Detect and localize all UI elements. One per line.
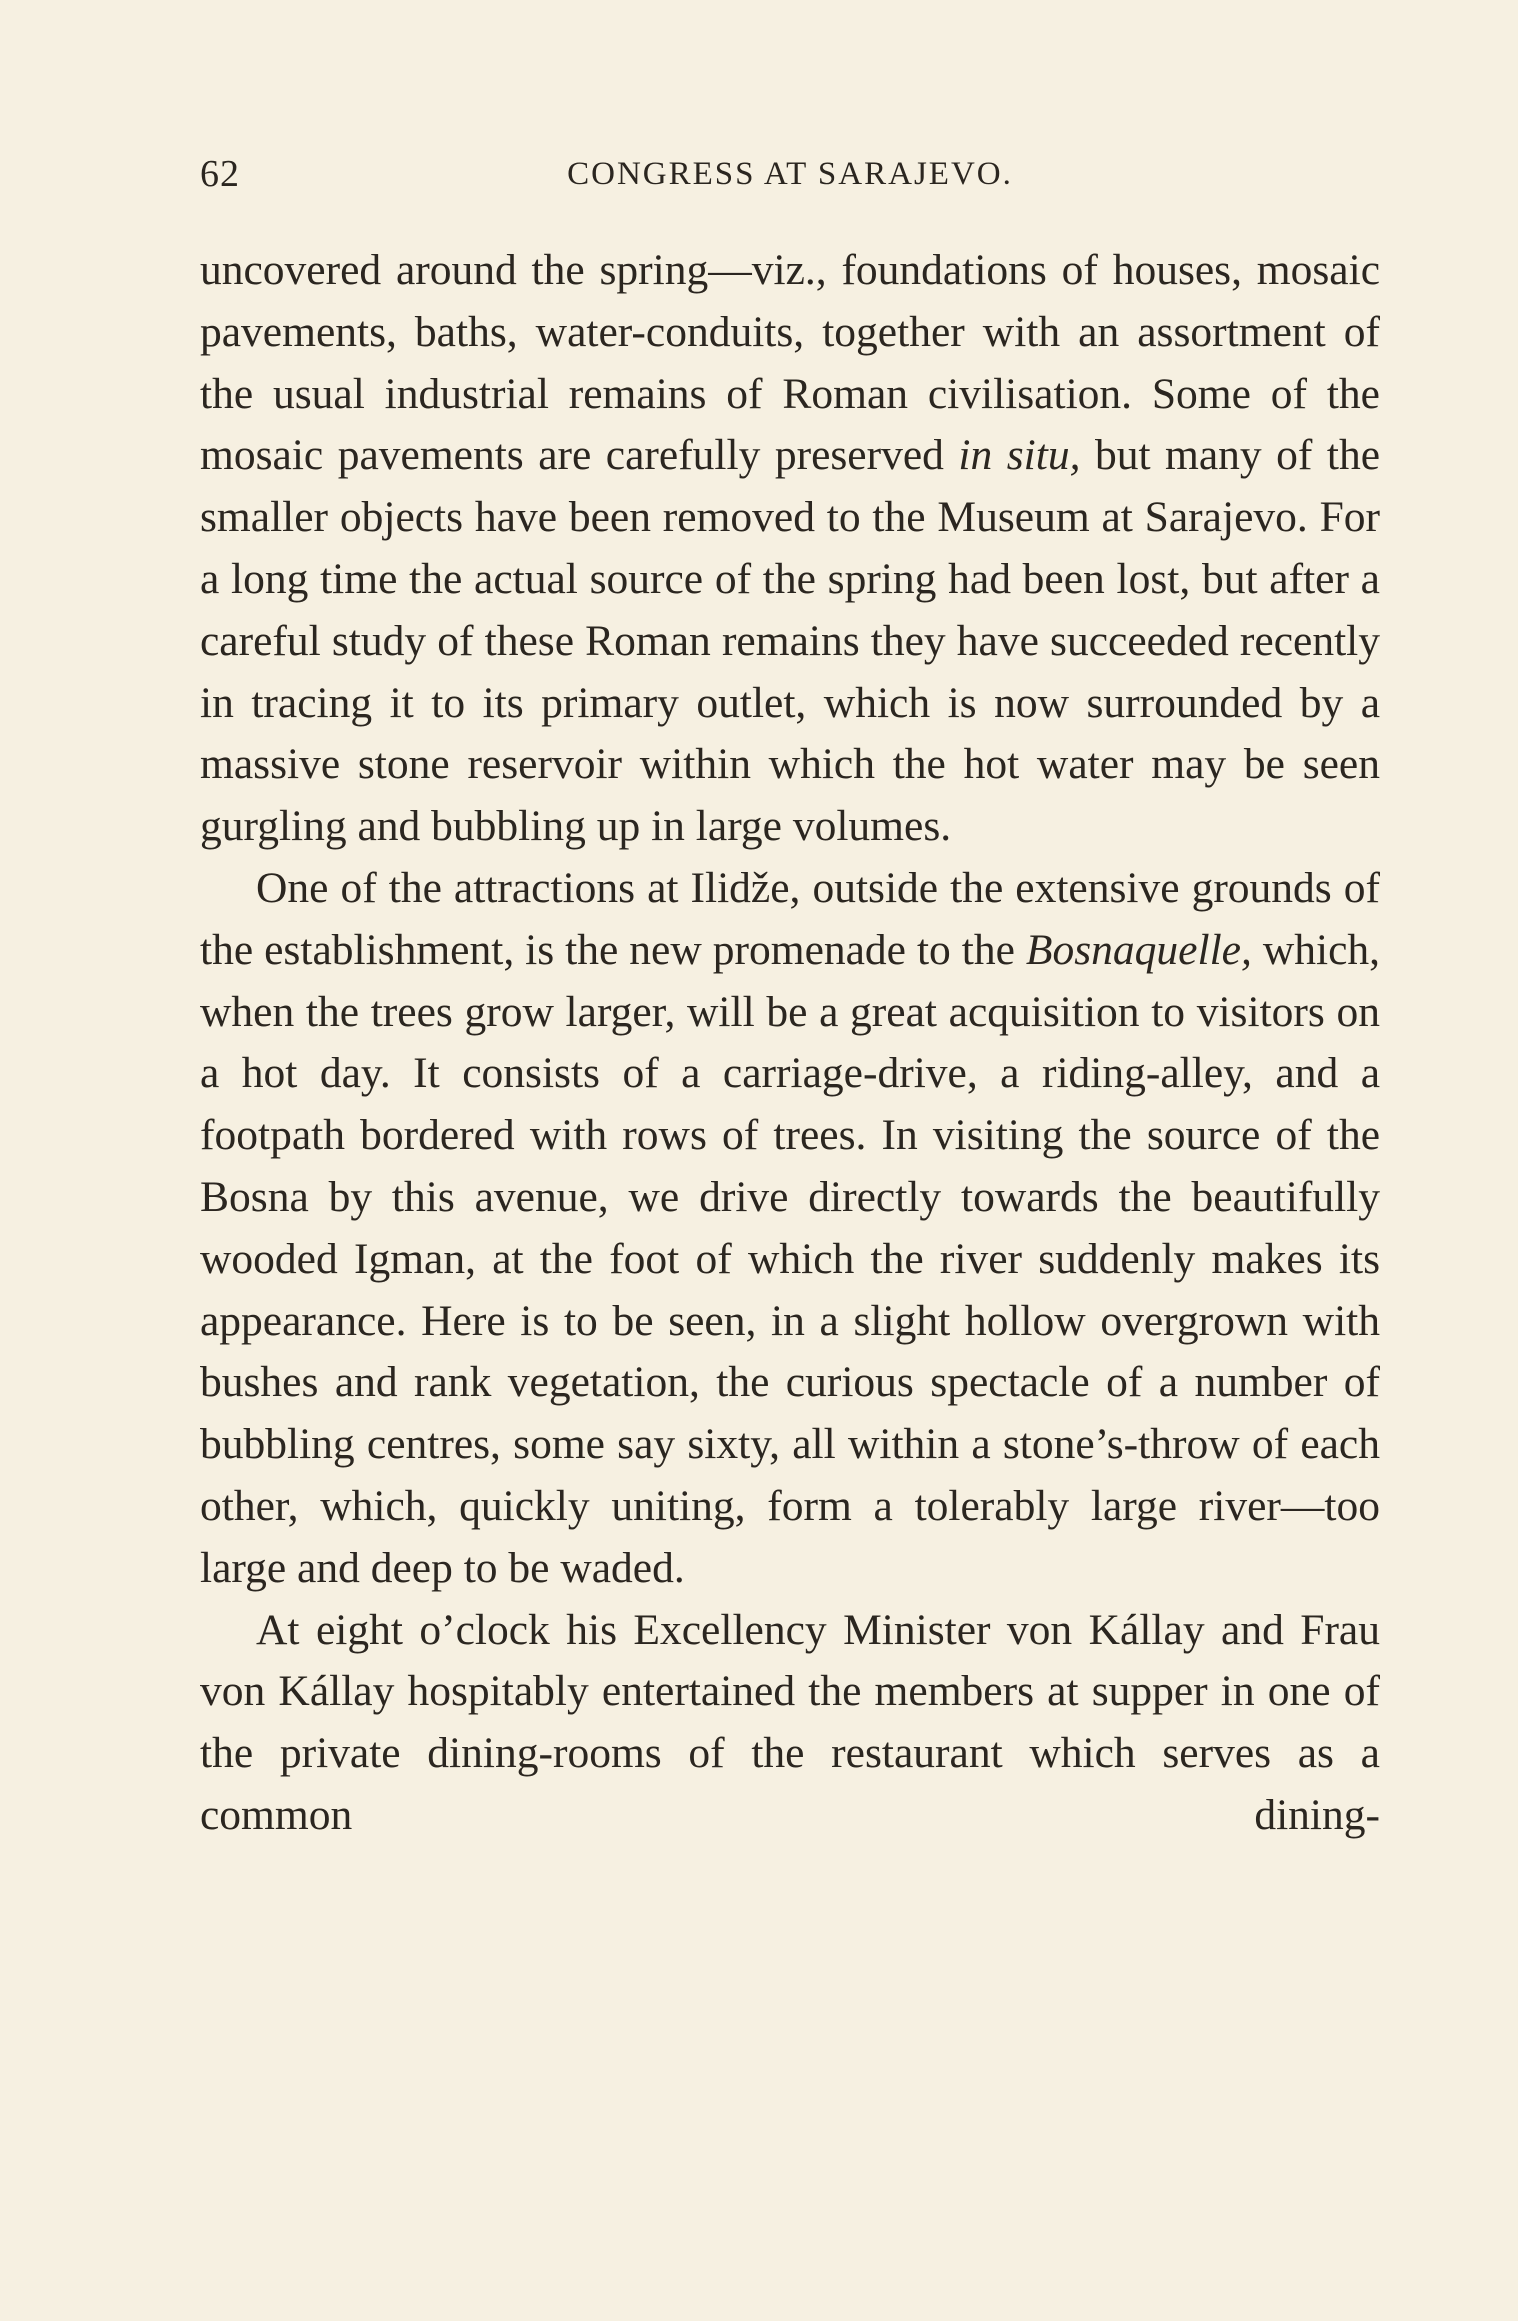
paragraph-1-part-1: uncovered around the spring—viz., foundations of houses, mosaic pavements, baths, water-conduits, together with an assortment of the usual industrial remains of Roman civilisation. Some of the mosaic pavements are carefully preserved: [200, 246, 1380, 480]
paragraph-2-italic-bosnaquelle: Bosnaquelle,: [1025, 925, 1252, 974]
paragraph-2-part-3: which, when the trees grow larger, will be a great acquisition to visitors on a hot day. It consists of a carriage-drive, a riding-alley, and a footpath bordered with rows of trees. In visiting the source of the Bosna by this avenue, we drive directly towards the beautifully wooded Igman, at the foot of which the river suddenly makes its appearance. Here is to be seen, in a slight hollow overgrown with bushes and rank vegetation, the curious spectacle of a number of bubbling centres, some say sixty, all within a stone’s-throw of each other, which, quickly uniting, form a tolerably large river—too large and deep to be waded.: [200, 925, 1381, 1592]
paragraph-1-italic-in-situ: in situ,: [958, 431, 1081, 480]
paragraph-2-part-1: One of the attractions at Ilidže, outside the extensive grounds of the establishment, is the new promenade to the: [200, 863, 1380, 974]
page-header: [200, 152, 1380, 212]
paragraph-2: [200, 858, 1380, 1600]
page-number: 62: [200, 153, 240, 195]
paragraph-1-part-3: but many of the smaller objects have been removed to the Museum at Sarajevo. For a long time the actual source of the spring had been lost, but after a careful study of these Roman remains they have succeeded recently in tracing it to its primary outlet, which is now surrounded by a massive stone reservoir within which the hot water may be seen gurgling and bubbling up in large volumes.: [200, 431, 1380, 851]
body-text: [200, 240, 1380, 1847]
paragraph-3: [200, 1600, 1380, 1847]
running-head: CONGRESS AT SARAJEVO.: [567, 156, 1013, 192]
paragraph-1: [200, 240, 1380, 858]
paragraph-3-part-1: At eight o’clock his Excellency Minister von Kállay and Frau von Kállay hospitably entertained the members at supper in one of the private dining-rooms of the restaurant which serves as a common dining-: [200, 1605, 1380, 1839]
